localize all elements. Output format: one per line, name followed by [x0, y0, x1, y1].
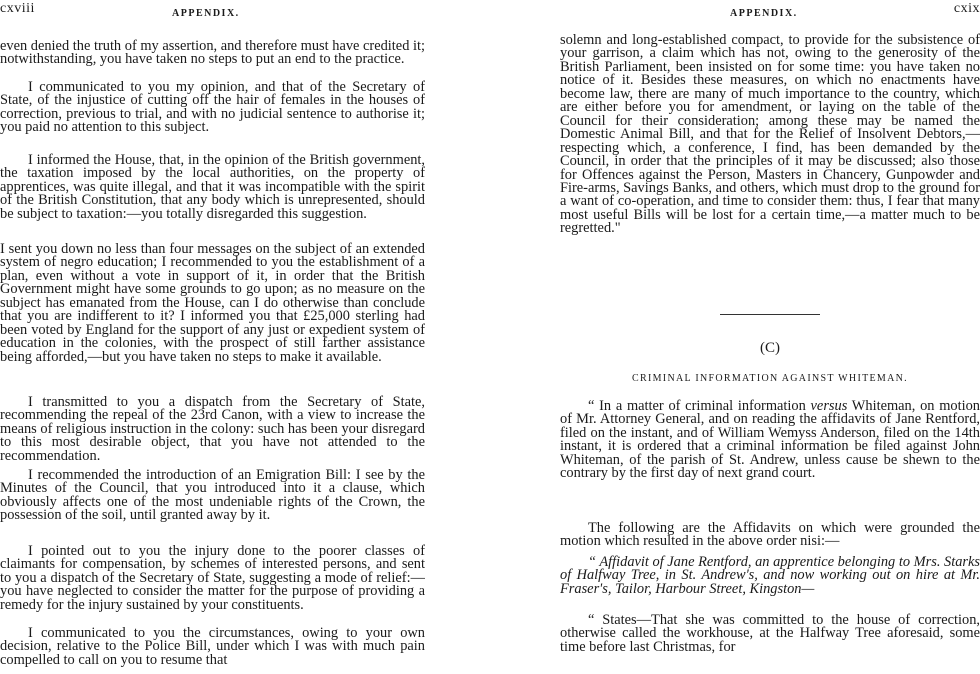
left-paragraph-4: I sent you down no less than four messages on the subject of an extended system of negro education; I recommended to you the establishment of a plan, even without a vote in support of it, in order that the British Government might have some grounds to go upon; as no measure on the subject has emanated from the House, can I do otherwise than conclude that you are indifferent to it? I informed you that £25,000 sterling had been voted by England for the support of any just or expedient system of education in the colonies, with the prospect of still farther assistance being afforded,—but you have taken no steps to make it available. — [0, 241, 425, 365]
section-label: (C) — [760, 340, 780, 356]
left-paragraph-8: I communicated to you the circumstances, owing to your own decision, relative to the Police Bill, under which I was with much pain compelled to call on you to resume that — [0, 625, 425, 668]
affidavits-intro: The following are the Affidavits on which were grounded the motion which resulted in the above order nisi:— — [560, 520, 980, 550]
left-paragraph-1: even denied the truth of my assertion, and therefore must have credited it; notwithstanding, you have taken no steps to put an end to the practice. — [0, 38, 425, 68]
left-paragraph-6: I recommended the introduction of an Emigration Bill: I see by the Minutes of the Council, that you introduced into it a clause, which obviously affects one of the most undeniable rights of the Crown, the possession of the soil, until granted away by it. — [0, 467, 425, 524]
left-paragraph-3: I informed the House, that, in the opinion of the British government, the taxation imposed by the local authorities, on the property of apprentices, was quite illegal, and that it was incompatible with the spirit of the British Constitution, that any body which is unrepresented, should be subject to taxation:—you totally disregarded this suggestion. — [0, 152, 425, 222]
affidavit-states: “ States—That she was committed to the house of correction, otherwise called the workhouse, at the Halfway Tree aforesaid, some time before last Christmas, for — [560, 612, 980, 655]
section-title: CRIMINAL INFORMATION AGAINST WHITEMAN. — [632, 373, 908, 384]
section-divider — [720, 314, 820, 315]
right-page — [560, 0, 980, 674]
left-paragraph-7: I pointed out to you the injury done to the poorer classes of claimants for compensation, by schemes of interested persons, and sent to you a dispatch of the Secretary of State, suggesting a mode of relief:—you have neglected to consider the matter for the purpose of providing a remedy for the injury sustained by your constituents. — [0, 543, 425, 613]
left-paragraph-2: I communicated to you my opinion, and that of the Secretary of State, of the injustice of cutting off the hair of females in the houses of correction, previous to trial, and with no judicial sentence to authorise it; you paid no attention to this subject. — [0, 79, 425, 136]
right-running-head: APPENDIX. — [730, 8, 798, 19]
right-page-number: cxix — [953, 1, 980, 16]
right-paragraph-1: solemn and long-established compact, to provide for the subsistence of your garrison, a claim which has not, owing to the generosity of the British Parliament, been insisted on for some time: you have taken no notice of it. Besides these measures, on which no enactments have become law, there are many of much importance to the country, which are either before you for amendment, or laying on the table of the Council for their consideration; among these may be named the Domestic Animal Bill, and that for the Relief of Insolvent Debtors,—respecting which, a conference, I find, has been demanded by the Council, in order that the principles of it may be discussed; also those for Offences against the Person, Masters in Chancery, Gunpowder and Fire-arms, Savings Banks, and others, which must drop to the ground for a want of co-operation, and time to consider them: thus, I fear that many most useful Bills will be lost for a certain time,—a matter much to be regretted." — [560, 32, 980, 237]
left-page — [0, 0, 425, 674]
court-order-paragraph: “ In a matter of criminal information versus Whiteman, on motion of Mr. Attorney General, and on reading the affidavits of Jane Rentford, filed on the instant, and of William Wemyss Anderson, filed on the 14th instant, it is ordered that a criminal information be filed against John Whiteman, of the parish of St. Andrew, unless cause be shewn to the contrary by the first day of next grand court. — [560, 398, 980, 482]
left-page-number: cxviii — [0, 1, 35, 16]
left-paragraph-5: I transmitted to you a dispatch from the Secretary of State, recommending the repeal of the 23rd Canon, with a view to increase the means of religious instruction in the colony: such has been your disregard to this most desirable object, that you have not attended to the recommendation. — [0, 394, 425, 464]
left-running-head: APPENDIX. — [172, 8, 240, 19]
versus-word: versus — [810, 398, 848, 414]
affidavit-heading: “ Affidavit of Jane Rentford, an apprentice belonging to Mrs. Starks of Halfway Tree, in St. Andrew's, and now working out on hire at Mr. Fraser's, Tailor, Harbour Street, Kingston— — [560, 554, 980, 597]
